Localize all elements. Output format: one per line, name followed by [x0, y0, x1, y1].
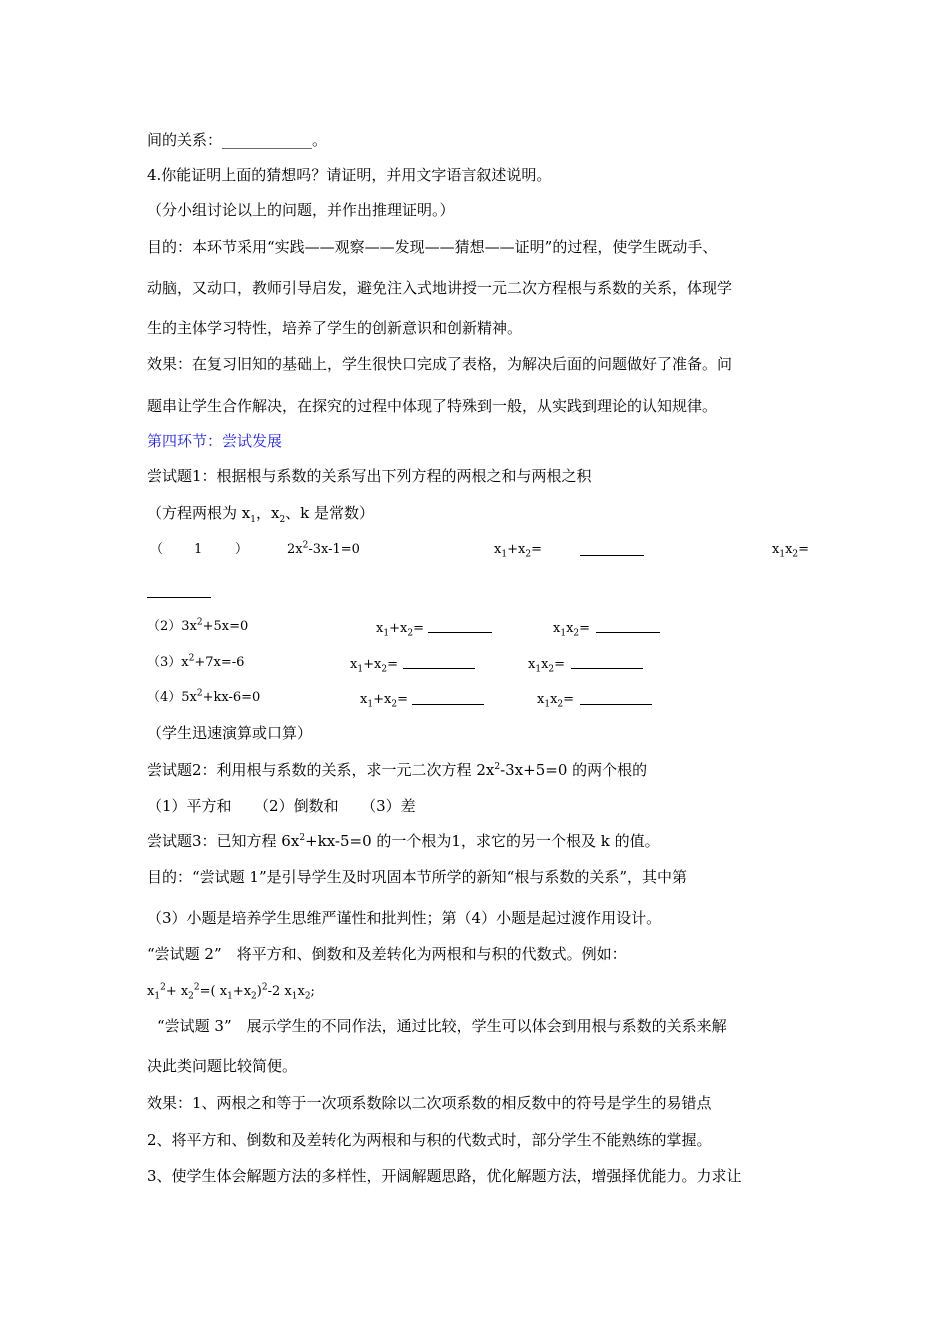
text-line: “尝试题 3” 展示学生的不同作法，通过比较，学生可以体会到用根与系数的关系来解: [157, 1017, 727, 1035]
sum-expression: $x_1+x_2=$: [494, 542, 542, 560]
text-line: 生的主体学习特性，培养了学生的创新意识和创新精神。: [147, 319, 523, 337]
problem-2-equation: $(2)3x^2+5x=0$: [147, 617, 249, 634]
text-line: 3、使学生体会解题方法的多样性，开阔解题思路，优化解题方法，增强择优能力。力求让: [147, 1167, 742, 1185]
answer-blank[interactable]: [147, 583, 211, 598]
text-line: 2、将平方和、倒数和及差转化为两根和与积的代数式时，部分学生不能熟练的掌握。: [147, 1131, 712, 1149]
answer-blank[interactable]: [580, 690, 652, 705]
problem-1-close: ）: [235, 542, 249, 557]
text-line: （学生迅速演算或口算）: [147, 724, 313, 742]
text-line: （分小组讨论以上的问题，并作出推理证明。）: [147, 201, 455, 219]
product-expression: $x_1x_2=$: [772, 542, 810, 560]
problem-1-open: （: [150, 542, 164, 557]
text-line: 题串让学生合作解决，在探究的过程中体现了特殊到一般，从实践到理论的认知规律。: [147, 397, 718, 415]
roots-note: （方程两根为 $x_1$，$x_2$、k 是常数）: [147, 504, 375, 525]
text-line: “尝试题 2” 将平方和、倒数和及差转化为两根和与积的代数式。例如：: [147, 945, 627, 963]
text-line: 效果：在复习旧知的基础上，学生很快口完成了表格，为解决后面的问题做好了准备。问: [147, 355, 733, 373]
trial-question-2: 尝试题2：利用根与系数的关系，求一元二次方程 $2x^2-3x+5=0$ 的两个根的: [147, 761, 648, 779]
text-line: 目的：“尝试题 1”是引导学生及时巩固本节所学的新知“根与系数的关系”，其中第: [147, 868, 687, 886]
answer-blank[interactable]: [412, 690, 484, 705]
answer-blank[interactable]: [596, 618, 660, 633]
problem-4-equation: $(4)5x^2+kx-6=0$: [147, 688, 261, 705]
answer-blank[interactable]: [571, 654, 643, 669]
product-expression: $x_1x_2=$: [528, 657, 566, 675]
example-formula: $x_1^2+ x_2^2=$( $x_1+x_2)^2-2$ $x_1x_2$;: [147, 982, 315, 1002]
text-line: 尝试题1：根据根与系数的关系写出下列方程的两根之和与两根之积: [147, 467, 592, 485]
answer-blank[interactable]: [403, 654, 475, 669]
answer-blank[interactable]: [428, 618, 492, 633]
product-expression: $x_1x_2=$: [553, 621, 591, 639]
product-expression: $x_1x_2=$: [537, 692, 575, 710]
sum-expression: $x_1+x_2=$: [350, 657, 398, 675]
section-heading: 第四环节：尝试发展: [147, 432, 283, 450]
answer-blank[interactable]: [580, 541, 644, 556]
text-line: 目的：本环节采用“实践——观察——发现——猜想——证明”的过程，使学生既动手、: [147, 238, 718, 256]
text-line: 决此类问题比较简便。: [147, 1057, 298, 1075]
text-line: （3）小题是培养学生思维严谨性和批判性；第（4）小题是起过渡作用设计。: [147, 909, 662, 927]
problem-3-equation: $(3)x^2+7x=-6$: [147, 653, 245, 670]
text-line: 效果：1、两根之和等于一次项系数除以二次项系数的相反数中的符号是学生的易错点: [147, 1094, 712, 1112]
text-line: 间的关系：____________。: [147, 131, 328, 149]
text-line: 4.你能证明上面的猜想吗？请证明，并用文字语言叙述说明。: [147, 166, 552, 184]
problem-1-equation: $2x^2-3x-1=0$: [287, 540, 360, 557]
problem-1-number: 1: [194, 542, 203, 557]
trial-question-3: 尝试题3：已知方程 $6x^2+kx-5=0$ 的一个根为1，求它的另一个根及 k 的值。: [147, 832, 660, 850]
sum-expression: $x_1+x_2=$: [360, 692, 408, 710]
text-line: （1）平方和 （2）倒数和 （3）差: [147, 797, 416, 815]
text-line: 动脑，又动口，教师引导启发，避免注入式地讲授一元二次方程根与系数的关系，体现学: [147, 279, 733, 297]
sum-expression: $x_1+x_2=$: [376, 621, 424, 639]
